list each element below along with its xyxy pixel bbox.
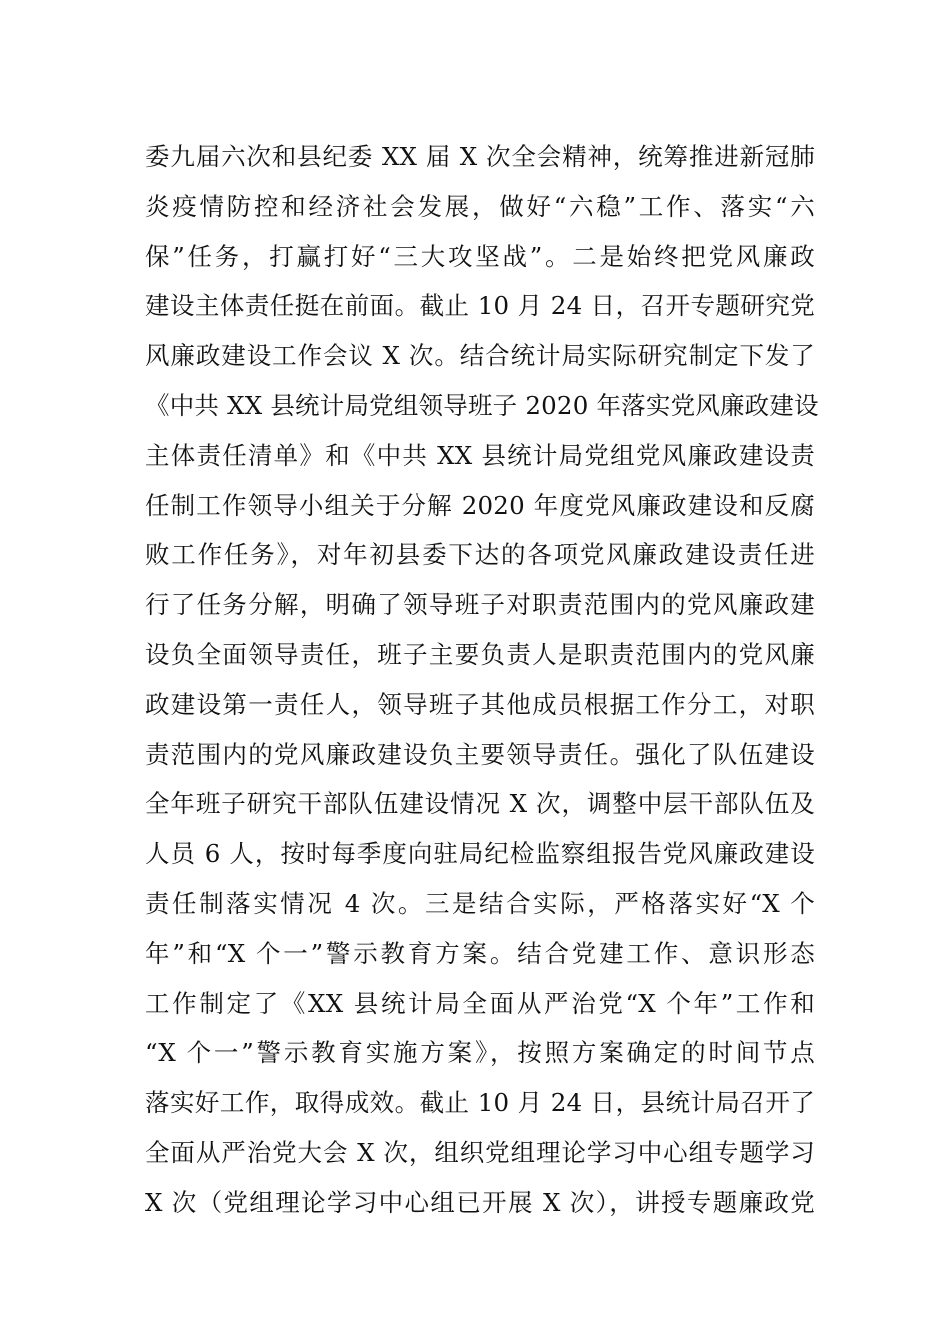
text-line-3: 保”任务，打赢打好“三大攻坚战”。二是始终把党风廉政 — [145, 241, 815, 271]
text-line-9: 败工作任务》，对年初县委下达的各项党风廉政建设责任进 — [145, 540, 815, 570]
text-line-6: 《中共 XX 县统计局党组领导班子 2020 年落实党风廉政建设 — [145, 390, 819, 420]
text-line-7: 主体责任清单》和《中共 XX 县统计局党组党风廉政建设责 — [145, 440, 815, 470]
text-line-2: 炎疫情防控和经济社会发展，做好“六稳”工作、落实“六 — [145, 191, 815, 221]
text-line-20: 落实好工作，取得成效。截止 10 月 24 日，县统计局召开了 — [145, 1088, 815, 1118]
text-line-11: 设负全面领导责任，班子主要负责人是职责范围内的党风廉 — [145, 639, 815, 669]
text-line-18: 工作制定了《XX 县统计局全面从严治党“X 个年”工作和 — [145, 988, 815, 1018]
text-line-14: 全年班子研究干部队伍建设情况 X 次，调整中层干部队伍及 — [145, 789, 815, 819]
text-line-12: 政建设第一责任人，领导班子其他成员根据工作分工，对职 — [145, 689, 815, 719]
text-line-22: X 次（党组理论学习中心组已开展 X 次），讲授专题廉政党 — [145, 1187, 815, 1217]
text-line-13: 责范围内的党风廉政建设负主要领导责任。强化了队伍建设 — [145, 739, 815, 769]
text-line-17: 年”和“X 个一”警示教育方案。结合党建工作、意识形态 — [145, 938, 815, 968]
text-line-4: 建设主体责任挺在前面。截止 10 月 24 日，召开专题研究党 — [145, 291, 815, 321]
text-line-16: 责任制落实情况 4 次。三是结合实际，严格落实好“X 个 — [145, 888, 815, 918]
text-line-10: 行了任务分解，明确了领导班子对职责范围内的党风廉政建 — [145, 590, 815, 620]
text-line-21: 全面从严治党大会 X 次，组织党组理论学习中心组专题学习 — [145, 1137, 815, 1167]
body-text — [145, 132, 819, 1228]
text-line-8: 任制工作领导小组关于分解 2020 年度党风廉政建设和反腐 — [145, 490, 815, 520]
text-line-15: 人员 6 人，按时每季度向驻局纪检监察组报告党风廉政建设 — [145, 839, 815, 869]
text-line-1: 委九届六次和县纪委 XX 届 X 次全会精神，统筹推进新冠肺 — [145, 142, 815, 171]
text-line-5: 风廉政建设工作会议 X 次。结合统计局实际研究制定下发了 — [145, 341, 815, 371]
text-line-19: “X 个一”警示教育实施方案》，按照方案确定的时间节点 — [145, 1038, 815, 1068]
